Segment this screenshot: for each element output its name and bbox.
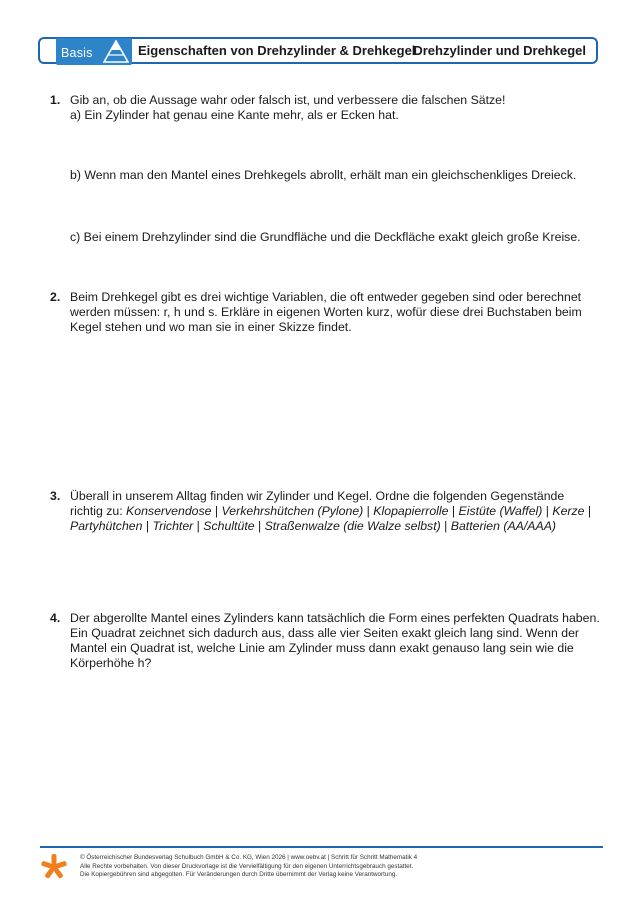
object-item: Konservendose: [126, 504, 212, 518]
task-3-instruction: Überall in unserem Alltag finden wir Zylinder und Kegel. Ordne die folgenden Gegenstände richtig zu:: [70, 489, 565, 518]
publisher-star-logo: [40, 853, 68, 881]
worksheet-header: [38, 37, 598, 64]
object-item: Batterien (AA/AAA): [450, 519, 557, 533]
task-text: Beim Drehkegel gibt es drei wichtige Variablen, die oft entweder gegeben sind oder berechnet werden müssen: r, h und s. Erkläre in eigenen Worten kurz, wofür diese drei Buchstaben beim Kegel stehen und wo man sie in einer Skizze findet.: [70, 290, 582, 334]
task-1: [50, 93, 600, 108]
object-item: Partyhütchen: [70, 519, 143, 533]
footer-line-1: © Österreichischer Bundesverlag Schulbuch GmbH & Co. KG, Wien 2026 | www.oebv.at | Schritt für Schritt Mathematik 4: [80, 854, 418, 861]
task-4: [50, 611, 600, 671]
task-text: Der abgerollte Mantel eines Zylinders kann tatsächlich die Form eines perfekten Quadrats haben. Ein Quadrat zeichnet sich dadurch aus, dass alle vier Seiten exakt gleich lang sind. Wenn der Mantel ein Quadrat ist, welche Linie am Zylinder muss dann exakt genauso lang sein wie die Körperhöhe h?: [70, 611, 600, 670]
task-1-item-c: c) Bei einem Drehzylinder sind die Grundfläche und die Deckfläche exakt gleich große Kreise.: [70, 230, 581, 244]
task-1-item-b: b) Wenn man den Mantel eines Drehkegels abrollt, erhält man ein gleichschenkliges Dreieck.: [70, 168, 577, 182]
task-intro: Gib an, ob die Aussage wahr oder falsch ist, und verbessere die falschen Sätze!: [70, 93, 506, 107]
object-list: Konservendose | Verkehrshütchen (Pylone) | Klopapierrolle | Eistüte (Waffel) | Kerze | Partyhütchen | Trichter | Schultüte | Straßenwalze (die Walze selbst) | Batterien (AA/AAA): [70, 504, 592, 533]
task-number: 3.: [50, 489, 61, 503]
footer-divider: [40, 846, 603, 848]
object-item: Kerze: [552, 504, 585, 518]
footer-copyright: [80, 854, 580, 880]
task-number: 2.: [50, 290, 61, 304]
worksheet-topic: Drehzylinder und Drehkegel: [413, 43, 586, 58]
triangle-level-icon: [103, 40, 129, 63]
task-number: 4.: [50, 611, 61, 625]
task-number: 1.: [50, 93, 61, 107]
worksheet-title: Eigenschaften von Drehzylinder & Drehkegel: [138, 43, 416, 58]
object-item: Trichter: [152, 519, 194, 533]
object-item: Klopapierrolle: [373, 504, 449, 518]
level-badge: [56, 38, 132, 65]
object-item: Verkehrshütchen (Pylone): [221, 504, 364, 518]
level-badge-label: Basis: [61, 46, 93, 60]
task-text: [70, 489, 600, 534]
footer-line-2: Alle Rechte vorbehalten. Von dieser Druckvorlage ist die Vervielfältigung für den eigenen Unterrichtsgebrauch gestattet.: [80, 862, 414, 870]
task-1-item-a: a) Ein Zylinder hat genau eine Kante mehr, als er Ecken hat.: [70, 108, 399, 122]
object-item: Schultüte: [203, 519, 255, 533]
footer-line-3: Die Kopiergebühren sind abgegolten. Für Veränderungen durch Dritte übernimmt der Verlag keine Verantwortung.: [80, 871, 398, 879]
object-item: Straßenwalze (die Walze selbst): [264, 519, 441, 533]
object-item: Eistüte (Waffel): [458, 504, 543, 518]
task-3: [50, 489, 600, 534]
task-2: [50, 290, 600, 335]
